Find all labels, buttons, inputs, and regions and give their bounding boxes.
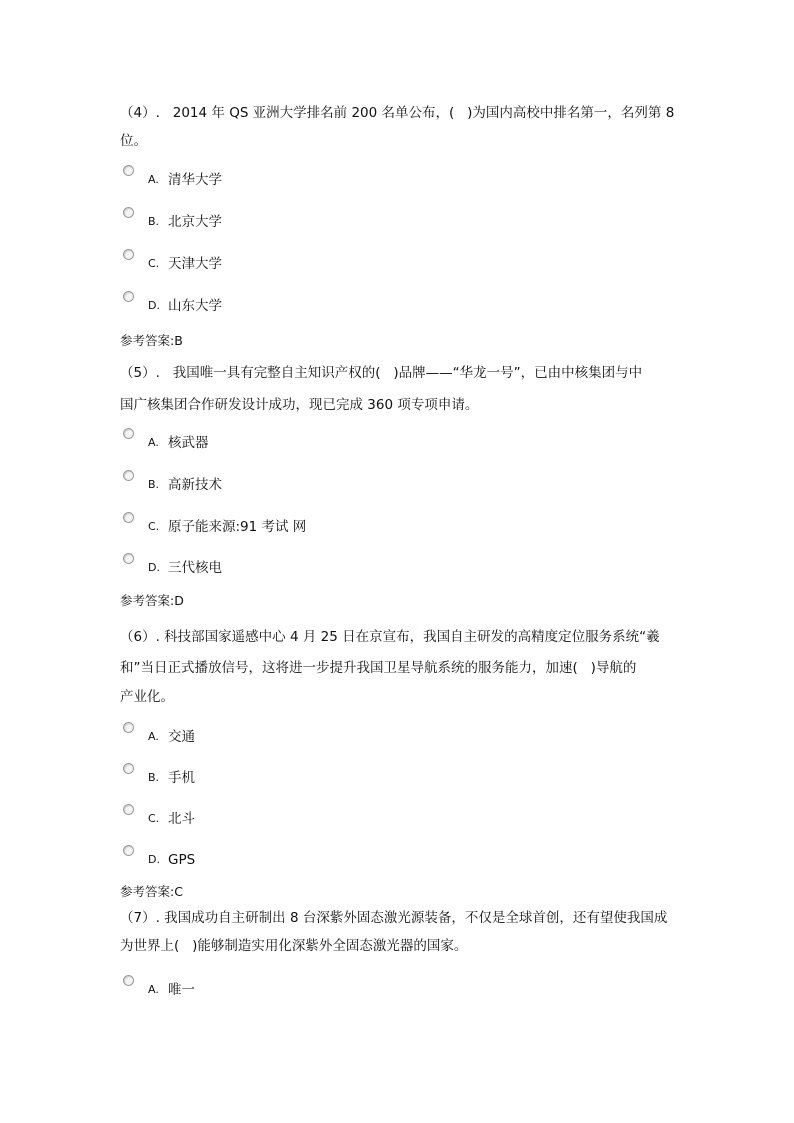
radio-button[interactable] <box>123 470 134 481</box>
option-letter: A. <box>148 983 159 996</box>
radio-button[interactable] <box>123 249 134 260</box>
question-text: 位。 <box>120 133 147 149</box>
reference-answer: 参考答案:D <box>120 593 184 608</box>
radio-button[interactable] <box>123 845 134 856</box>
question-text: （5）. 我国唯一具有完整自主知识产权的( )品牌——“华龙一号”，已由中核集团与中 <box>120 365 643 381</box>
option-text: 核武器 <box>168 435 209 451</box>
reference-answer: 参考答案:B <box>120 333 183 348</box>
option-text: 清华大学 <box>168 172 222 188</box>
option-letter: C. <box>148 257 160 270</box>
option-letter: D. <box>148 299 160 312</box>
question-text: 和”当日正式播放信号，这将进一步提升我国卫星导航系统的服务能力，加速( )导航的 <box>120 660 637 676</box>
option-text: 天津大学 <box>168 256 222 272</box>
question-text: 为世界上( )能够制造实用化深紫外全固态激光器的国家。 <box>120 938 468 954</box>
option-text: 原子能来源:91 考试 网 <box>168 519 307 535</box>
option-text: 手机 <box>168 770 195 786</box>
option-text: 山东大学 <box>168 298 222 314</box>
radio-button[interactable] <box>123 428 134 439</box>
question-text: 产业化。 <box>120 689 174 705</box>
option-letter: A. <box>148 730 159 743</box>
radio-button[interactable] <box>123 722 134 733</box>
question-text: （6）. 科技部国家遥感中心 4 月 25 日在京宣布，我国自主研发的高精度定位服务系统“羲 <box>120 629 660 645</box>
option-letter: A. <box>148 436 159 449</box>
option-letter: D. <box>148 561 160 574</box>
option-letter: B. <box>148 771 160 784</box>
radio-button[interactable] <box>123 512 134 523</box>
option-letter: A. <box>148 173 159 186</box>
option-text: 北斗 <box>168 811 195 827</box>
radio-button[interactable] <box>123 291 134 302</box>
question-text: 国广核集团合作研发设计成功，现已完成 360 项专项申请。 <box>120 397 479 413</box>
option-letter: C. <box>148 812 160 825</box>
radio-button[interactable] <box>123 975 134 986</box>
option-text: 交通 <box>168 729 195 745</box>
option-letter: D. <box>148 853 160 866</box>
radio-button[interactable] <box>123 207 134 218</box>
question-text: （7）. 我国成功自主研制出 8 台深紫外固态激光源装备，不仅是全球首创，还有望使我国成 <box>120 910 668 926</box>
option-letter: B. <box>148 215 160 228</box>
radio-button[interactable] <box>123 165 134 176</box>
reference-answer: 参考答案:C <box>120 884 183 899</box>
radio-button[interactable] <box>123 804 134 815</box>
radio-button[interactable] <box>123 553 134 564</box>
option-text: 北京大学 <box>168 214 222 230</box>
option-text: GPS <box>168 852 196 868</box>
radio-button[interactable] <box>123 763 134 774</box>
question-text: （4）. 2014 年 QS 亚洲大学排名前 200 名单公布，( )为国内高校中排名第一，名列第 8 <box>120 105 675 121</box>
option-letter: C. <box>148 520 160 533</box>
option-text: 高新技术 <box>168 477 222 493</box>
option-text: 唯一 <box>168 982 195 998</box>
option-text: 三代核电 <box>168 560 222 576</box>
option-letter: B. <box>148 478 160 491</box>
